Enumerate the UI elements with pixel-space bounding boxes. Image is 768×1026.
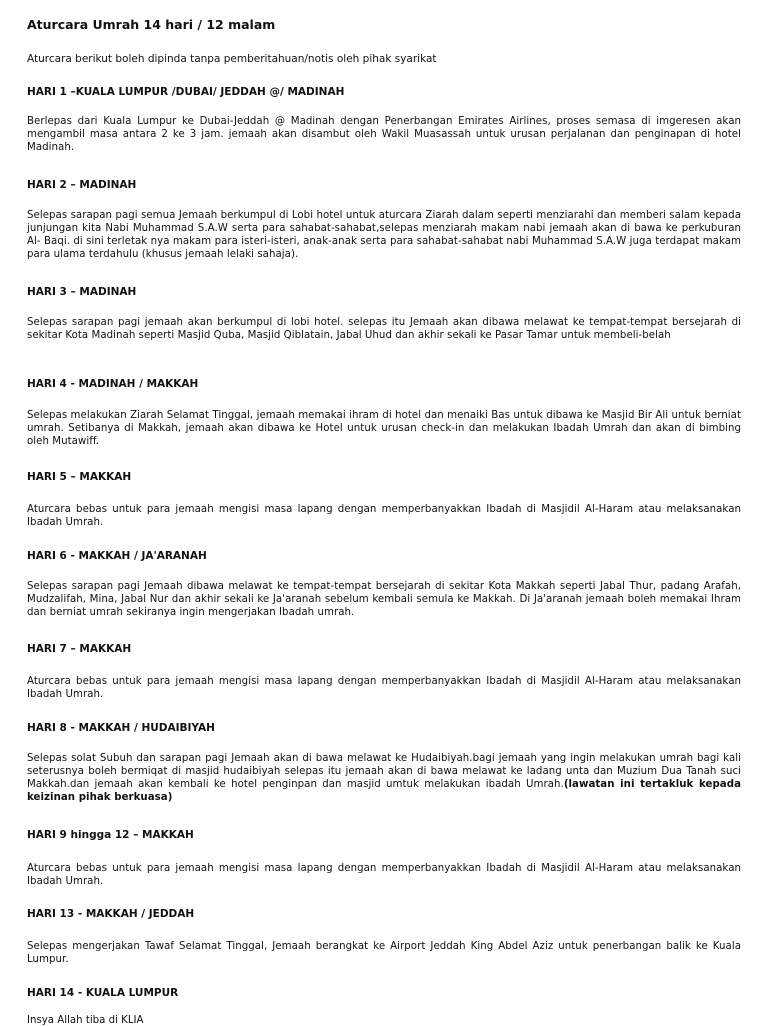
disclaimer-note: Aturcara berikut boleh dipinda tanpa pemberitahuan/notis oleh pihak syarikat xyxy=(27,53,437,65)
document-title: Aturcara Umrah 14 hari / 12 malam xyxy=(27,17,276,32)
day-6-heading: HARI 6 - MAKKAH / JA'ARANAH xyxy=(27,550,207,562)
day-2-heading: HARI 2 – MADINAH xyxy=(27,179,137,191)
day-6-body: Selepas sarapan pagi Jemaah dibawa melawat ke tempat-tempat bersejarah di sekitar Kota Makkah seperti Jabal Thur, padang Arafah, Mudzalifah, Mina, Jabal Nur dan akhir sekali ke Ja'aranah sebelum kembali semula ke Makkah. Di Ja'aranah jemaah boleh memakai Ihram dan berniat umrah sekiranya ingin mengerjakan Ibadah umrah. xyxy=(27,581,741,618)
day-1-body: Berlepas dari Kuala Lumpur ke Dubai-Jeddah @ Madinah dengan Penerbangan Emirates Airlines, proses semasa di imgeresen akan mengambil masa antara 2 ke 3 jam. jemaah akan disambut oleh Wakil Muasassah untuk urusan perjalanan dan penginapan di hotel Madinah. xyxy=(27,116,741,153)
day-3-heading: HARI 3 – MADINAH xyxy=(27,286,137,298)
day-14-body: Insya Allah tiba di KLIA xyxy=(27,1015,144,1026)
day-9-12-body: Aturcara bebas untuk para jemaah mengisi masa lapang dengan memperbanyakkan Ibadah di Masjidil Al-Haram atau melaksanakan Ibadah Umrah. xyxy=(27,863,741,887)
day-8-body-text: Selepas solat Subuh dan sarapan pagi Jemaah akan di bawa melawat ke Hudaibiyah.bagi jemaah yang ingin melakukan umrah bagi kali seterusnya boleh bermiqat di masjid hudaibiyah selepas itu jemaah akan di bawa melawat ke ladang unta dan Muzium Dua Tanah suci Makkah.dan jemaah akan kembali ke hotel penginpan dan masjid umtuk melakukan ibadah Umrah. xyxy=(27,753,741,790)
day-5-body: Aturcara bebas untuk para jemaah mengisi masa lapang dengan memperbanyakkan Ibadah di Masjidil Al-Haram atau melaksanakan Ibadah Umrah. xyxy=(27,504,741,528)
day-14-heading: HARI 14 - KUALA LUMPUR xyxy=(27,987,179,999)
day-4-heading: HARI 4 - MADINAH / MAKKAH xyxy=(27,378,199,390)
day-8-body xyxy=(27,752,741,804)
day-8-body-note: (lawatan ini tertakluk kepada keizinan pihak berkuasa) xyxy=(27,779,741,803)
day-1-heading: HARI 1 –KUALA LUMPUR /DUBAI/ JEDDAH @/ MADINAH xyxy=(27,86,345,98)
day-9-12-heading: HARI 9 hingga 12 – MAKKAH xyxy=(27,829,194,841)
day-8-heading: HARI 8 - MAKKAH / HUDAIBIYAH xyxy=(27,722,215,734)
day-5-heading: HARI 5 – MAKKAH xyxy=(27,471,132,483)
day-13-body: Selepas mengerjakan Tawaf Selamat Tinggal, Jemaah berangkat ke Airport Jeddah King Abdel Aziz untuk penerbangan balik ke Kuala Lumpur. xyxy=(27,941,741,965)
day-3-body: Selepas sarapan pagi jemaah akan berkumpul di lobi hotel. selepas itu Jemaah akan dibawa melawat ke tempat-tempat bersejarah di sekitar Kota Madinah seperti Masjid Quba, Masjid Qiblatain, Jabal Uhud dan akhir sekali ke Pasar Tamar untuk membeli-belah xyxy=(27,317,741,341)
day-7-heading: HARI 7 – MAKKAH xyxy=(27,643,132,655)
day-13-heading: HARI 13 - MAKKAH / JEDDAH xyxy=(27,908,195,920)
day-2-body: Selepas sarapan pagi semua Jemaah berkumpul di Lobi hotel untuk aturcara Ziarah dalam seperti menziarahi dan memberi salam kepada junjungan kita Nabi Muhammad S.A.W serta para sahabat-sahabat,selepas menziarah makam nabi jemaah akan di bawa ke perkuburan Al- Baqi. di sini terletak nya makam para isteri-isteri, anak-anak serta para sahabat-sahabat nabi Muhammad S.A.W juga terdapat makam para ulama terdahulu (khusus jemaah lelaki sahaja). xyxy=(27,210,741,260)
day-4-body: Selepas melakukan Ziarah Selamat Tinggal, jemaah memakai ihram di hotel dan menaiki Bas untuk dibawa ke Masjid Bir Ali untuk berniat umrah. Setibanya di Makkah, jemaah akan dibawa ke Hotel untuk urusan check-in dan melakukan Ibadah Umrah dan akan di bimbing oleh Mutawiff. xyxy=(27,410,741,447)
day-7-body: Aturcara bebas untuk para jemaah mengisi masa lapang dengan memperbanyakkan Ibadah di Masjidil Al-Haram atau melaksanakan Ibadah Umrah. xyxy=(27,676,741,700)
